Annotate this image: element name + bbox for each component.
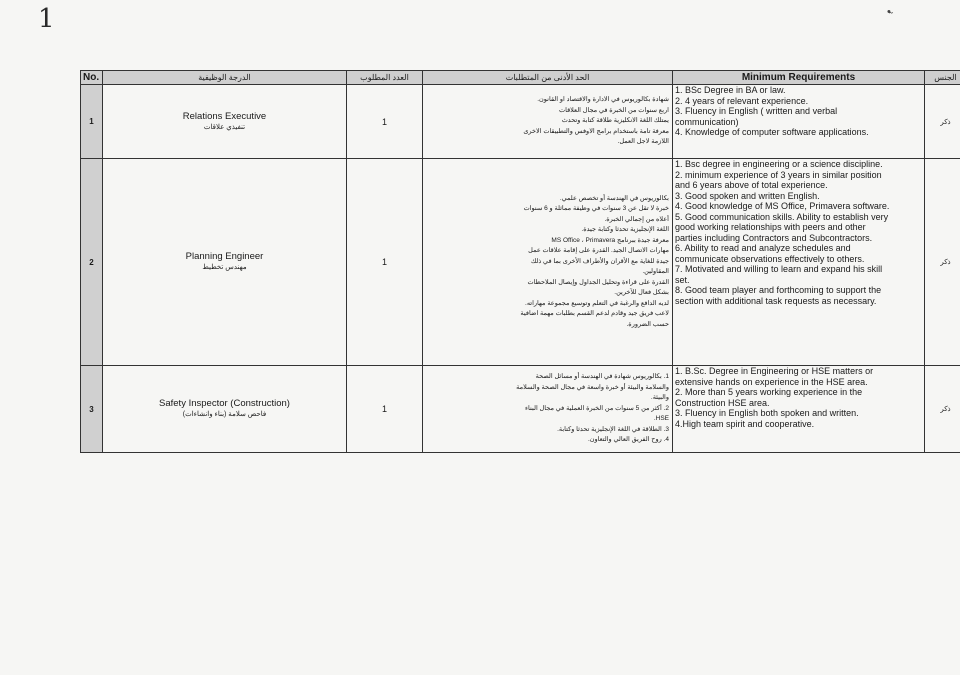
header-job-title: الدرجة الوظيفية [103, 71, 347, 85]
job-title-cell [103, 159, 347, 366]
requirement-en-line: 3. Fluency in English ( written and verbal [675, 106, 838, 116]
gender: ذكر [925, 85, 960, 159]
requirements-arabic [423, 85, 673, 159]
requirement-en-line: 7. Motivated and willing to learn and expand his skill [675, 264, 883, 274]
requirement-ar-line: حسب الضرورة. [626, 320, 669, 328]
requirement-en-line: 1. B.Sc. Degree in Engineering or HSE matters or [675, 366, 874, 376]
requirement-ar-line: معرفة جيدة ببرنامج MS Office ، Primavera [551, 236, 669, 244]
requirement-ar-line: 3. الطلاقة في اللغة الإنجليزية تحدثا وكتابة. [557, 425, 669, 433]
header-no: No. [81, 71, 103, 85]
requirement-en-line: 5. Good communication skills. Ability to establish very [675, 211, 889, 222]
requirements-english [673, 366, 925, 453]
requirement-ar-line: اربع سنوات من الخبرة في مجال العلاقات [558, 106, 669, 114]
requirement-ar-line: شهادة بكالوريوس في الادارة والاقتصاد او القانون. [537, 96, 669, 104]
header-min-req-arabic: الحد الأدنى من المتطلبات [423, 71, 673, 85]
requirement-en-line: extensive hands on experience in the HSE area. [675, 376, 868, 387]
requirement-ar-line: لاعب فريق جيد وقادم لدعم القسم بطلبات مهمة اضافية [520, 310, 669, 318]
requirement-en-line: set. [675, 274, 690, 285]
gender: ذكر [925, 159, 960, 366]
requirement-en-line: 2. More than 5 years working experience in the [675, 387, 863, 397]
row-number: 2 [81, 159, 103, 366]
required-count: 1 [347, 366, 423, 453]
requirement-ar-line: لديه الدافع والرغبة في التعلم وتوسيع مجموعة مهاراته. [525, 299, 669, 307]
row-number: 1 [81, 85, 103, 159]
requirement-en-line: Construction HSE area. [675, 397, 770, 408]
job-title-en: Safety Inspector (Construction) [159, 398, 290, 409]
requirement-en-line: good working relationships with peers and other [675, 222, 866, 232]
requirement-en-line: 2. minimum experience of 3 years in similar position [675, 169, 882, 180]
requirement-en-line: 1. Bsc degree in engineering or a science discipline. [675, 159, 883, 169]
job-title-cell [103, 366, 347, 453]
header-required-count: العدد المطلوب [347, 71, 423, 85]
job-title-en: Relations Executive [182, 110, 267, 122]
requirement-ar-line: مهارات الاتصال الجيد. القدرة على إقامة علاقات عمل [528, 247, 669, 255]
requirement-en-line: 3. Good spoken and written English. [675, 190, 820, 201]
requirement-ar-line: والسلامة والبيئة أو خبرة واسعة في مجال الصحة والسلامة [516, 383, 669, 391]
requirement-ar-line: 1. بكالوريوس شهادة في الهندسة أو مسائل الصحة [535, 373, 669, 381]
requirement-en-line: 4.High team spirit and cooperative. [675, 418, 815, 429]
requirement-en-line: communicate observations effectively to others. [675, 253, 865, 264]
requirement-ar-line: المقاولين. [642, 268, 669, 276]
requirement-ar-line: خبرة لا تقل عن 3 سنوات في وظيفة مماثلة و 6 سنوات [523, 205, 669, 213]
requirement-ar-line: اللغة الإنجليزية تحدثا وكتابة جيدة. [581, 226, 669, 234]
requirement-en-line: 6. Ability to read and analyze schedules and [675, 243, 851, 253]
requirements-arabic [423, 159, 673, 366]
requirement-ar-line: بكالوريوس في الهندسة أو تخصص علمي. [559, 194, 669, 202]
page-number: 1 [38, 4, 55, 34]
job-title-ar: مهندس تخطيط [202, 264, 247, 271]
table-row [81, 85, 960, 159]
requirement-en-line: 4. Knowledge of computer software applications. [675, 127, 869, 137]
requirement-en-line: 1. BSc Degree in BA or law. [675, 85, 786, 95]
requirement-en-line: section with additional task requests as necessary. [675, 295, 877, 306]
table-header-row [81, 71, 960, 85]
row-number: 3 [81, 366, 103, 453]
table-row [81, 159, 960, 366]
requirement-ar-line: HSE. [653, 415, 669, 423]
requirement-en-line: communication) [675, 116, 739, 127]
requirements-table [80, 70, 960, 453]
table-row [81, 366, 960, 453]
requirements-english [673, 159, 925, 366]
job-title-ar: تنفيذي علاقات [203, 123, 246, 131]
requirement-ar-line: جيدة للغاية مع الأقران والأطراف الأخرى بما في ذلك [530, 257, 669, 265]
requirement-en-line: parties including Contractors and Subcontractors. [675, 232, 873, 243]
requirements-english [673, 85, 925, 159]
required-count: 1 [347, 159, 423, 366]
header-gender: الجنس [925, 71, 960, 85]
requirement-ar-line: اللازمة لاجل العمل. [617, 138, 669, 146]
required-count: 1 [347, 85, 423, 159]
requirement-ar-line: والبيئة. [650, 394, 669, 402]
requirement-en-line: 2. 4 years of relevant experience. [675, 95, 809, 106]
requirement-ar-line: أعلاه من إجمالي الخبرة. [604, 215, 669, 223]
requirements-arabic [423, 366, 673, 453]
requirement-ar-line: يمتلك اللغة الانكليزية طلاقة كتابة وتحدث [561, 117, 669, 125]
requirement-en-line: 8. Good team player and forthcoming to support the [675, 285, 882, 295]
requirement-ar-line: بشكل فعال للآخرين. [614, 289, 669, 297]
requirement-en-line: 3. Fluency in English both spoken and written. [675, 408, 859, 418]
job-title-ar: فاحص سلامة (بناء وانشاءات) [182, 411, 267, 418]
requirement-ar-line: معرفة تامة باستخدام برامج الاوفس والتطبيقات الاخرى [523, 127, 669, 135]
requirement-ar-line: 2. أكثر من 5 سنوات من الخبرة العملية في مجال البناء [525, 404, 669, 412]
job-title-en: Planning Engineer [185, 251, 264, 262]
header-min-req-english: Minimum Requirements [673, 71, 925, 85]
requirement-en-line: 4. Good knowledge of MS Office, Primavera software. [675, 201, 890, 211]
gender: ذكر [925, 366, 960, 453]
corner-mark: •̴ [887, 6, 891, 18]
requirement-ar-line: القدرة على قراءة وتحليل الجداول وإيصال الملاحظات [527, 278, 669, 286]
job-title-cell [103, 85, 347, 159]
requirement-ar-line: 4. روح الفريق العالي والتعاون. [587, 436, 669, 444]
requirement-en-line: and 6 years above of total experience. [675, 180, 828, 190]
